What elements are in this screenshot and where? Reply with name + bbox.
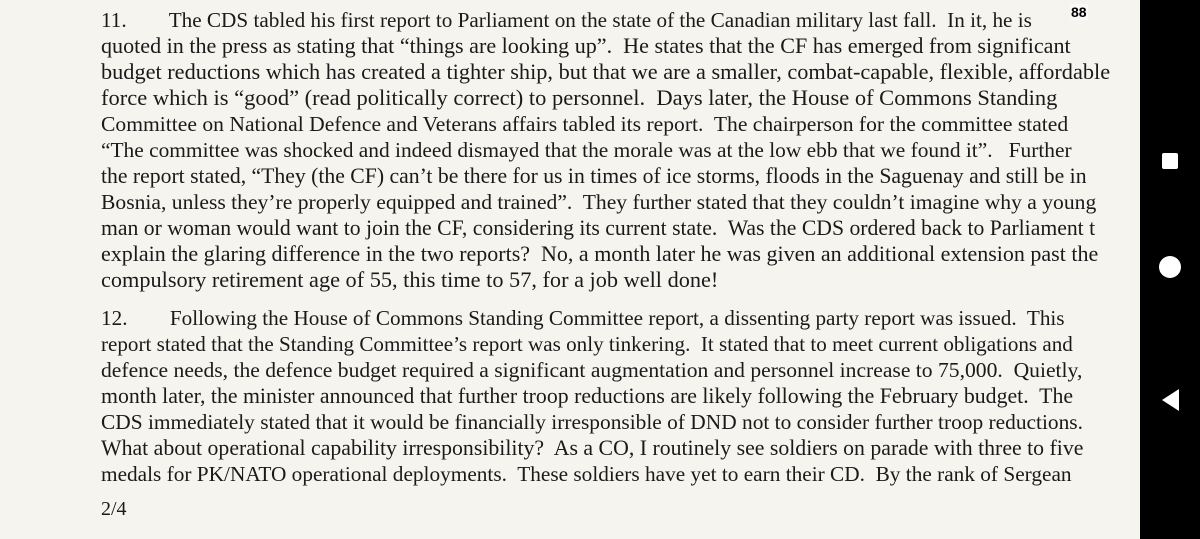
handwritten-annotation: 88 [1071,4,1087,20]
line-12: 12. Following the House of Commons Standing Committee report, a dissenting party report was issued. This [101,306,1065,330]
triangle-left-icon [1162,389,1179,411]
line-7: the report stated, “They (the CF) can’t be there for us in times of ice storms, floods in the Saguenay and still be in [101,164,1087,188]
line-4: force which is “good” (read politically correct) to personnel. Days later, the House of Commons Standing [101,85,1058,110]
line-3: budget reductions which has created a tighter ship, but that we are a smaller, combat-capable, flexible, affordable [101,59,1111,84]
line-2: quoted in the press as stating that “things are looking up”. He states that the CF has emerged from significant [101,33,1071,58]
android-nav-bar [1140,0,1200,539]
line-10: explain the glaring difference in the two reports? No, a month later he was given an additional extension past the [101,241,1099,266]
square-icon [1162,153,1178,169]
line-6: “The committee was shocked and indeed dismayed that the morale was at the low ebb that we found it”. Further [101,138,1072,162]
line-5: Committee on National Defence and Veterans affairs tabled its report. The chairperson for the committee stated [101,112,1069,136]
line-11: compulsory retirement age of 55, this time to 57, for a job well done! [101,267,719,292]
recents-button[interactable] [1140,131,1200,191]
line-16: CDS immediately stated that it would be financially irresponsible of DND not to consider further troop reductions. [101,410,1083,434]
circle-icon [1159,256,1181,278]
page-number: 2/4 [101,498,127,520]
line-13: report stated that the Standing Committee’s report was only tinkering. It stated that to meet current obligations and [101,332,1073,356]
line-9: man or woman would want to join the CF, considering its current state. Was the CDS ordered back to Parliament t [101,216,1096,240]
line-8: Bosnia, unless they’re properly equipped and trained”. They further stated that they couldn’t imagine why a young [101,190,1097,214]
line-1: 11. The CDS tabled his first report to Parliament on the state of the Canadian military last fall. In it, he is [101,8,1032,32]
line-17: What about operational capability irresponsibility? As a CO, I routinely see soldiers on parade with three to five [101,436,1084,460]
home-button[interactable] [1140,237,1200,297]
back-button[interactable] [1140,370,1200,430]
line-15: month later, the minister announced that further troop reductions are likely following the February budget. The [101,384,1074,408]
line-18: medals for PK/NATO operational deployments. These soldiers have yet to earn their CD. By the rank of Sergean [101,462,1072,486]
line-14: defence needs, the defence budget required a significant augmentation and personnel increase to 75,000. Quietly, [101,358,1083,382]
